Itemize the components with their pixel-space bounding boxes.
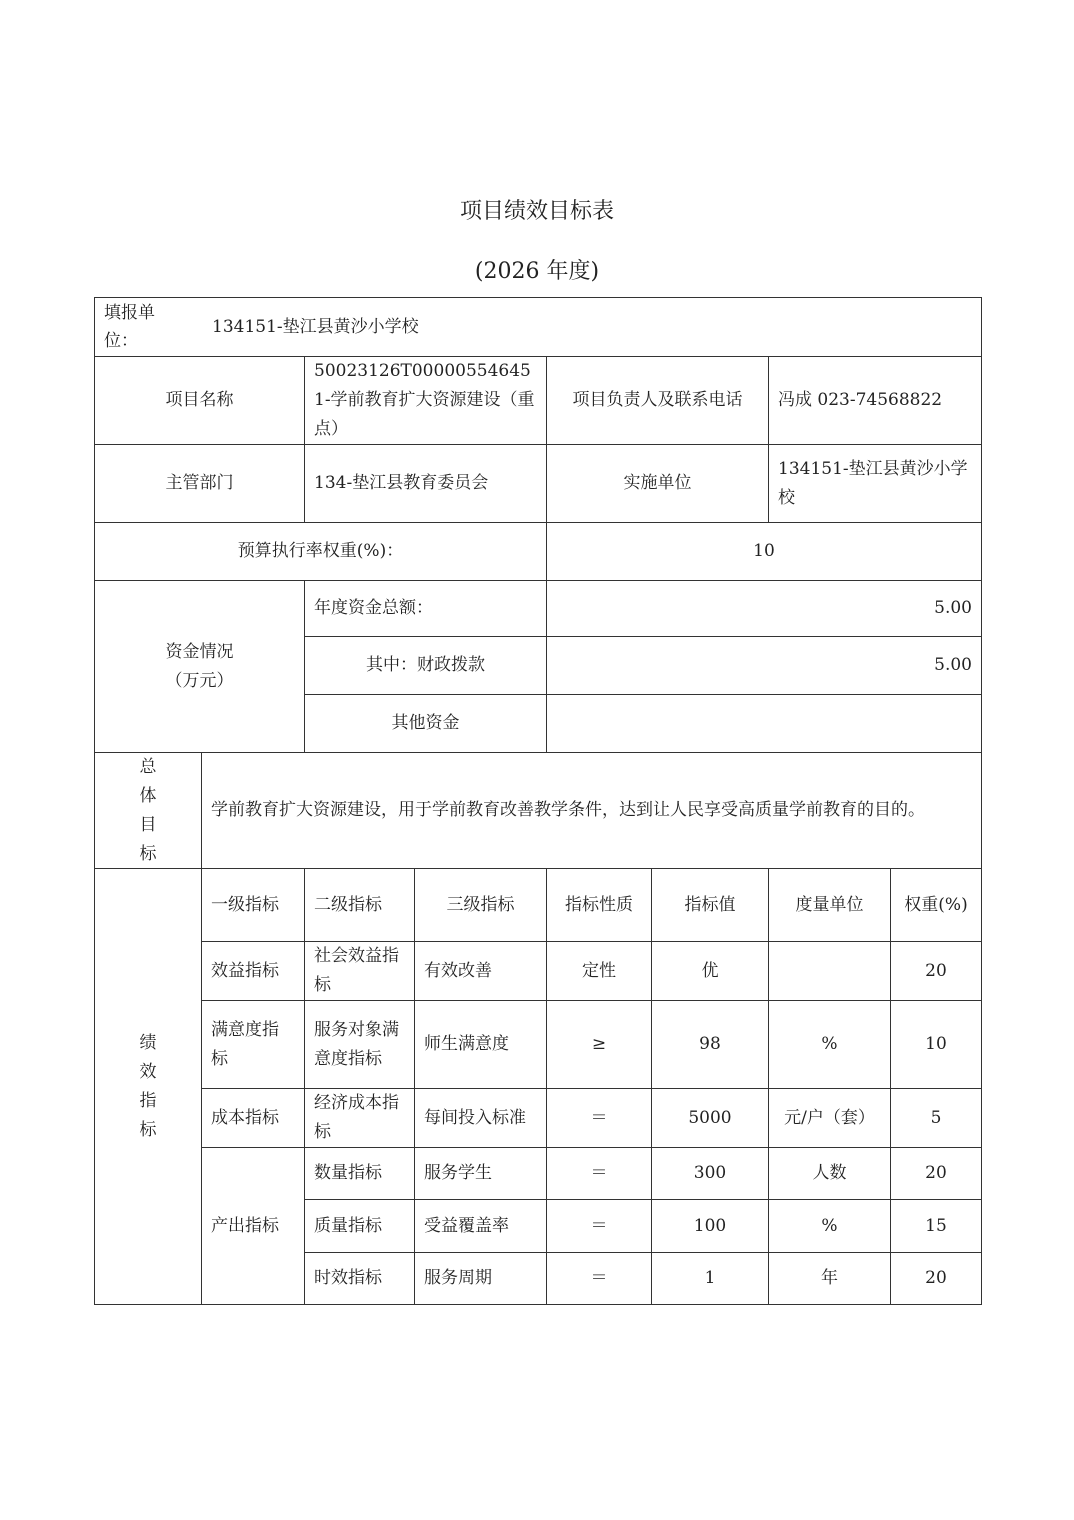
filler-label: 填报单位： xyxy=(104,303,155,351)
indicator-cell-nature: ＝ xyxy=(546,1199,652,1253)
budget-rate-value: 10 xyxy=(546,522,982,581)
indicator-header: 二级指标 xyxy=(304,868,415,942)
indicator-cell-l3: 有效改善 xyxy=(414,941,547,1001)
indicator-header: 度量单位 xyxy=(768,868,891,942)
funds-label: 资金情况（万元） xyxy=(94,580,305,753)
indicator-cell-l2: 服务对象满意度指标 xyxy=(304,1000,415,1089)
project-name-value: 50023126T000005546451-学前教育扩大资源建设（重点） xyxy=(304,356,547,445)
page-title: 项目绩效目标表 xyxy=(459,199,614,224)
filler-row xyxy=(94,297,982,357)
indicator-cell-nature: 定性 xyxy=(546,941,652,1001)
indicator-header: 权重(%) xyxy=(890,868,982,942)
indicator-cell-unit: % xyxy=(768,1000,891,1089)
indicator-cell-l2: 社会效益指标 xyxy=(304,941,415,1001)
indicator-cell-nature: ＝ xyxy=(546,1252,652,1305)
indicator-cell-l1: 效益指标 xyxy=(201,941,305,1001)
project-name-label: 项目名称 xyxy=(94,356,305,445)
funds-other-value xyxy=(546,694,982,753)
dept-label: 主管部门 xyxy=(94,444,305,523)
indicator-cell-l3: 每间投入标准 xyxy=(414,1088,547,1148)
contact-label: 项目负责人及联系电话 xyxy=(546,356,769,445)
indicator-cell-l1: 产出指标 xyxy=(201,1147,305,1305)
indicator-cell-l3: 受益覆盖率 xyxy=(414,1199,547,1253)
impl-value: 134151-垫江县黄沙小学校 xyxy=(768,444,982,523)
funds-fiscal-value: 5.00 xyxy=(546,636,982,695)
indicator-cell-weight: 20 xyxy=(890,1252,982,1305)
indicator-cell-l2: 数量指标 xyxy=(304,1147,415,1200)
indicator-header: 一级指标 xyxy=(201,868,305,942)
indicator-cell-l2: 质量指标 xyxy=(304,1199,415,1253)
indicator-cell-value: 300 xyxy=(651,1147,769,1200)
indicator-cell-nature: ＝ xyxy=(546,1147,652,1200)
indicator-cell-l3: 服务学生 xyxy=(414,1147,547,1200)
indicator-cell-value: 优 xyxy=(651,941,769,1001)
filler-value: 134151-垫江县黄沙小学校 xyxy=(212,316,419,337)
indicator-cell-unit: 人数 xyxy=(768,1147,891,1200)
indicator-cell-unit: 元/户（套） xyxy=(768,1088,891,1148)
indicator-cell-l1: 成本指标 xyxy=(201,1088,305,1148)
indicator-cell-l2: 时效指标 xyxy=(304,1252,415,1305)
indicator-cell-weight: 20 xyxy=(890,1147,982,1200)
indicator-header: 三级指标 xyxy=(414,868,547,942)
indicator-cell-value: 5000 xyxy=(651,1088,769,1148)
indicator-cell-nature: ＝ xyxy=(546,1088,652,1148)
indicator-cell-unit xyxy=(768,941,891,1001)
indicator-cell-value: 1 xyxy=(651,1252,769,1305)
indicator-cell-unit: 年 xyxy=(768,1252,891,1305)
indicator-header: 指标性质 xyxy=(546,868,652,942)
indicators-label: 绩效指标 xyxy=(94,868,202,1305)
indicator-header: 指标值 xyxy=(651,868,769,942)
indicator-cell-weight: 10 xyxy=(890,1000,982,1089)
funds-other-label: 其他资金 xyxy=(304,694,547,753)
funds-fiscal-label: 其中：财政拨款 xyxy=(304,636,547,695)
budget-rate-label: 预算执行率权重(%)： xyxy=(94,522,547,581)
impl-label: 实施单位 xyxy=(546,444,769,523)
indicator-cell-weight: 5 xyxy=(890,1088,982,1148)
dept-value: 134-垫江县教育委员会 xyxy=(304,444,547,523)
indicator-cell-weight: 20 xyxy=(890,941,982,1001)
contact-value: 冯成 023-74568822 xyxy=(768,356,982,445)
indicator-cell-l3: 服务周期 xyxy=(414,1252,547,1305)
page-subtitle: (2026 年度) xyxy=(474,259,600,284)
indicator-cell-weight: 15 xyxy=(890,1199,982,1253)
indicator-cell-l3: 师生满意度 xyxy=(414,1000,547,1089)
funds-total-label: 年度资金总额： xyxy=(304,580,547,637)
goal-text: 学前教育扩大资源建设，用于学前教育改善教学条件，达到让人民享受高质量学前教育的目的。 xyxy=(201,752,982,869)
goal-label: 总体目标 xyxy=(94,752,202,869)
funds-total-value: 5.00 xyxy=(546,580,982,637)
indicator-cell-value: 98 xyxy=(651,1000,769,1089)
indicator-cell-nature: ≥ xyxy=(546,1000,652,1089)
indicator-cell-value: 100 xyxy=(651,1199,769,1253)
indicator-cell-unit: % xyxy=(768,1199,891,1253)
indicator-cell-l2: 经济成本指标 xyxy=(304,1088,415,1148)
indicator-cell-l1: 满意度指标 xyxy=(201,1000,305,1089)
